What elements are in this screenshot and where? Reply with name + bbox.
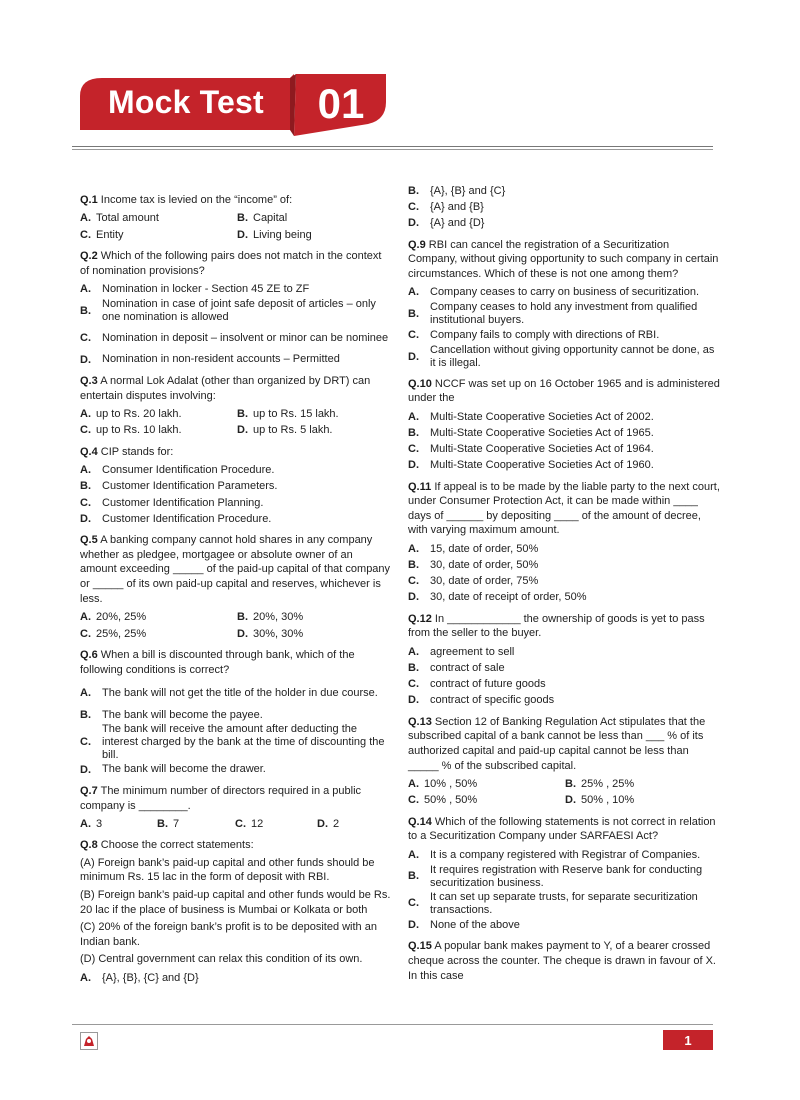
question-q7 [80,784,392,832]
option-letter: D. [408,694,419,707]
options-list [80,970,392,986]
option-text: 25% , 25% [581,777,635,790]
question-text [408,480,720,538]
option-text: Customer Identification Parameters. [102,480,278,493]
option-text: 12 [251,817,264,830]
option [408,541,720,557]
option [408,573,720,589]
question-body: Which of the following pairs does not match in the context of nomination provisions? [80,250,382,277]
right-questions [408,238,720,984]
option [237,609,392,625]
question-body: NCCF was set up on 16 October 1965 and is administered under the [408,377,720,405]
question-text [80,445,392,460]
option-letter: D. [237,228,248,241]
option-text: Multi-State Cooperative Societies Act of 1965. [430,426,654,439]
question-q8 [80,838,392,986]
option [408,917,720,933]
option [408,693,720,709]
question-q11 [408,480,720,606]
option [408,409,720,425]
question-body: In ____________ the ownership of goods is yet to pass from the seller to the buyer. [408,612,705,640]
question-q2 [80,249,392,368]
option [408,660,720,676]
banner-number: 01 [317,80,365,127]
option [408,183,720,199]
option-text: Company ceases to carry on business of securitization. [430,286,700,299]
question-text [80,533,392,606]
question-text [80,838,392,853]
option-text: up to Rs. 10 lakh. [96,424,182,437]
option-text: The bank will become the payee. [102,708,263,721]
question-body: When a bill is discounted through bank, which of the following conditions is correct? [80,649,355,676]
banner-title: Mock Test [108,84,264,120]
option-letter: D. [237,424,248,437]
question-number: Q.5 [80,534,98,547]
option-text: Multi-State Cooperative Societies Act of 2002. [430,410,654,423]
question-number: Q.10 [408,377,432,390]
option-text: Company fails to comply with directions of RBI. [430,329,660,342]
question-number: Q.12 [408,612,432,625]
question-body: A banking company cannot hold shares in any company whether as pledgee, mortgagee or absolute owner of an amount exceeding _____ of the paid-up capital of that company or _____ of its own paid-up capital and reserves, whichever is less. [80,534,391,605]
option [80,495,392,511]
option-text: 15, date of order, 50% [430,542,539,555]
option-letter: D. [565,794,576,807]
option-letter: A. [80,611,91,624]
option-text: 10% , 50% [424,777,478,790]
question-q15 [408,939,720,983]
option [80,723,392,761]
question-number: Q.11 [408,480,432,493]
left-column [80,193,392,992]
option [408,215,720,231]
option [80,325,392,352]
option [408,847,720,863]
option [408,344,720,371]
option-text: contract of specific goods [430,694,555,707]
option [80,479,392,495]
option-letter: B. [237,408,248,421]
statement: (B) Foreign bank’s paid-up capital and other funds would be Rs. 20 lac if the place of business is Mumbai or Kolkata or both [80,888,391,916]
option [565,776,720,792]
option-text: Total amount [96,212,159,225]
option-letter: D. [408,350,419,363]
option-text: {A}, {B} and {C} [430,184,506,197]
question-number: Q.13 [408,715,432,728]
option [317,816,377,832]
question-q13 [408,715,720,809]
statement: (C) 20% of the foreign bank’s profit is to be deposited with an Indian bank. [80,921,377,948]
question-body: A normal Lok Adalat (other than organized by DRT) can entertain disputes involving: [80,374,371,402]
option-text: 7 [173,817,180,830]
option-letter: D. [408,459,419,472]
q8-continued-options [408,183,720,232]
option [157,816,235,832]
options-list [408,409,720,474]
question-number: Q.15 [408,940,432,953]
question-body: Choose the correct statements: [100,839,254,852]
option [408,776,565,792]
option-letter: B. [80,708,91,721]
question-body: A popular bank makes payment to Y, of a bearer crossed cheque across the counter. The cheque is drawn in favour of X. In this case [408,940,716,982]
question-body: Which of the following statements is not correct in relation to a Securitization Company under SARFAESI Act? [408,815,716,843]
option [408,557,720,573]
logo-icon [81,1033,97,1049]
option-text: 30, date of order, 75% [430,575,539,588]
question-text [80,249,392,278]
question-text [408,377,720,406]
option-text: Nomination in non-resident accounts – Permitted [102,353,340,366]
option-text: Capital [253,212,288,225]
option-text: 30, date of receipt of order, 50% [430,591,587,604]
option [80,609,237,625]
option-text: It is a company registered with Registrar of Companies. [430,848,701,861]
option-letter: B. [408,870,419,883]
question-q4 [80,445,392,527]
option-letter: D. [408,919,419,932]
option-text: 3 [96,817,103,830]
option-letter: B. [80,304,91,317]
question-number: Q.2 [80,250,98,263]
question-text [408,939,720,983]
option-letter: C. [80,228,91,241]
option [408,284,720,300]
options-list [80,680,392,778]
option-letter: A. [80,687,91,700]
option-letter: B. [565,777,576,790]
option-text: Nomination in case of joint safe deposit of articles – only one nomination is allowed [102,298,376,324]
option-letter: B. [80,480,91,493]
option [80,211,237,227]
option-text: 25%, 25% [96,627,147,640]
option-letter: D. [80,353,91,366]
option-text: up to Rs. 5 lakh. [253,424,333,437]
options-list [80,282,392,368]
option-text: Living being [253,228,312,241]
option-text: Nomination in locker - Section 45 ZE to ZF [102,283,310,296]
header-rule [72,146,713,147]
option [408,890,720,917]
option-text: The bank will receive the amount after deducting the interest charged by the bank at the time of discounting the bill. [102,723,385,761]
option [408,590,720,606]
option-letter: C. [408,678,419,691]
option-letter: C. [80,424,91,437]
question-text [408,612,720,641]
question-text [408,815,720,844]
option-letter: C. [235,817,246,830]
option [80,227,237,243]
option [408,863,720,890]
option-text: The bank will not get the title of the holder in due course. [102,687,378,700]
statement: (A) Foreign bank’s paid-up capital and other funds should be minimum Rs. 15 lac in the form of deposit with RBI. [80,856,375,884]
option-text: Customer Identification Planning. [102,496,264,509]
question-q6 [80,648,392,778]
option-text: 30%, 30% [253,627,304,640]
option-letter: A. [80,971,91,984]
option-text: 2 [333,817,340,830]
question-text [80,648,392,677]
option [80,282,392,298]
option-letter: B. [408,661,419,674]
option [408,441,720,457]
option-text: Multi-State Cooperative Societies Act of 1964. [430,442,654,455]
option-letter: D. [80,512,91,525]
option-letter: B. [408,307,419,320]
options-list [408,284,720,370]
option-text: agreement to sell [430,645,515,658]
option-text: 20%, 25% [96,611,147,624]
options-grid [80,609,392,642]
question-q12 [408,612,720,709]
option [80,352,392,368]
option [408,676,720,692]
mock-test-banner [80,74,392,138]
option-letter: B. [408,184,419,197]
question-q9 [408,238,720,371]
option-text: It requires registration with Reserve bank for conducting securitization business. [430,863,703,889]
option-text: Nomination in deposit – insolvent or minor can be nominee [102,331,389,344]
option-letter: C. [80,627,91,640]
option-text: Multi-State Cooperative Societies Act of 1960. [430,459,654,472]
option-letter: C. [408,575,419,588]
option [237,423,392,439]
options-grid [408,776,720,809]
question-body: RBI can cancel the registration of a Securitization Company, without giving opportunity to such company in certain circumstances. Which of these is not one among them? [408,238,719,280]
option [80,511,392,527]
option [80,423,237,439]
option-letter: A. [80,464,91,477]
option-letter: C. [408,329,419,342]
options-grid [80,816,392,832]
option [237,211,392,227]
option-text: The bank will become the drawer. [102,763,266,776]
question-body: CIP stands for: [100,445,174,458]
question-text [80,193,392,208]
option-letter: A. [408,645,419,658]
option-letter: A. [408,848,419,861]
options-grid [80,211,392,244]
option-text: up to Rs. 20 lakh. [96,408,182,421]
footer-rule [72,1024,713,1025]
option [80,626,237,642]
option-letter: B. [237,611,248,624]
option-letter: A. [408,777,419,790]
question-text [80,784,392,813]
option-letter: D. [408,217,419,230]
option-letter: B. [237,212,248,225]
question-q14 [408,815,720,934]
question-number: Q.4 [80,445,98,458]
option [80,970,392,986]
option [408,792,565,808]
option-text: Consumer Identification Procedure. [102,464,275,477]
statement: (D) Central government can relax this condition of its own. [80,953,363,966]
question-body: Section 12 of Banking Regulation Act stipulates that the subscribed capital of a bank cannot be less than ___ % of its authorized capital and paid-up capital cannot be less than _____ % of the subscribed capital. [408,715,706,772]
option [80,463,392,479]
option [408,199,720,215]
option-text: 20%, 30% [253,611,304,624]
option-letter: C. [408,794,419,807]
question-q3 [80,374,392,439]
option-letter: A. [80,212,91,225]
option-letter: B. [157,817,168,830]
question-text [408,238,720,282]
question-q5 [80,533,392,642]
option-text: contract of future goods [430,678,546,691]
publisher-logo [80,1032,98,1050]
option-text: 50% , 50% [424,794,478,807]
option [408,644,720,660]
option-text: 30, date of order, 50% [430,558,539,571]
option-text: Cancellation without giving opportunity cannot be done, as it is illegal. [430,344,715,370]
option-text: Customer Identification Procedure. [102,512,272,525]
option-text: up to Rs. 15 lakh. [253,408,339,421]
option-letter: A. [80,283,91,296]
options-grid [80,406,392,439]
question-q1 [80,193,392,243]
question-number: Q.7 [80,784,98,797]
option-text: {A} and {D} [430,217,485,230]
question-body: If appeal is to be made by the liable party to the next court, under Consumer Protection Act, it can be made within ____ days of ______ by depositing ____ of the amount of decree, with varying maximum amount. [408,480,720,537]
question-q10 [408,377,720,474]
option-text: Entity [96,228,124,241]
options-list [80,463,392,528]
option-letter: B. [408,559,419,572]
option [80,680,392,707]
option-letter: A. [408,410,419,423]
page-number: 1 [663,1030,713,1050]
option-text: Company ceases to hold any investment from qualified institutional buyers. [430,301,698,327]
option [408,425,720,441]
question-number: Q.3 [80,374,98,387]
option-letter: A. [408,286,419,299]
option-letter: A. [80,408,91,421]
question-text [80,374,392,403]
option-text: contract of sale [430,661,505,674]
option-letter: D. [317,817,328,830]
option-text: 50% , 10% [581,794,635,807]
option-letter: C. [80,331,91,344]
option-letter: C. [80,736,91,749]
option-letter: D. [408,591,419,604]
option-text: {A}, {B}, {C} and {D} [102,971,199,984]
question-text [408,715,720,773]
option-letter: C. [80,496,91,509]
option [237,406,392,422]
option [408,328,720,344]
option-letter: B. [408,426,419,439]
question-number: Q.9 [408,238,426,251]
option-text: It can set up separate trusts, for separate securitization transactions. [430,890,698,916]
option [80,816,157,832]
question-body: Income tax is levied on the “income” of: [100,194,293,206]
option [80,707,392,723]
option-letter: D. [237,627,248,640]
question-number: Q.14 [408,815,432,828]
option-text: {A} and {B} [430,200,484,213]
option-letter: C. [408,200,419,213]
option [80,762,392,778]
option [237,227,392,243]
question-number: Q.1 [80,194,98,206]
option-letter: D. [80,763,91,776]
option [408,457,720,473]
option [80,406,237,422]
options-list [408,644,720,709]
options-list [408,541,720,606]
option-letter: C. [408,897,419,910]
question-number: Q.6 [80,649,98,661]
header-rule-thin [72,149,713,150]
option-letter: A. [80,817,91,830]
option-letter: C. [408,443,419,456]
question-body: The minimum number of directors required in a public company is ________. [80,784,362,812]
option-text: None of the above [430,918,520,931]
option [408,301,720,328]
question-number: Q.8 [80,839,98,852]
option [235,816,317,832]
options-list [408,847,720,933]
option [237,626,392,642]
option-letter: A. [408,542,419,555]
right-column [408,183,720,989]
option [565,792,720,808]
option [80,298,392,325]
